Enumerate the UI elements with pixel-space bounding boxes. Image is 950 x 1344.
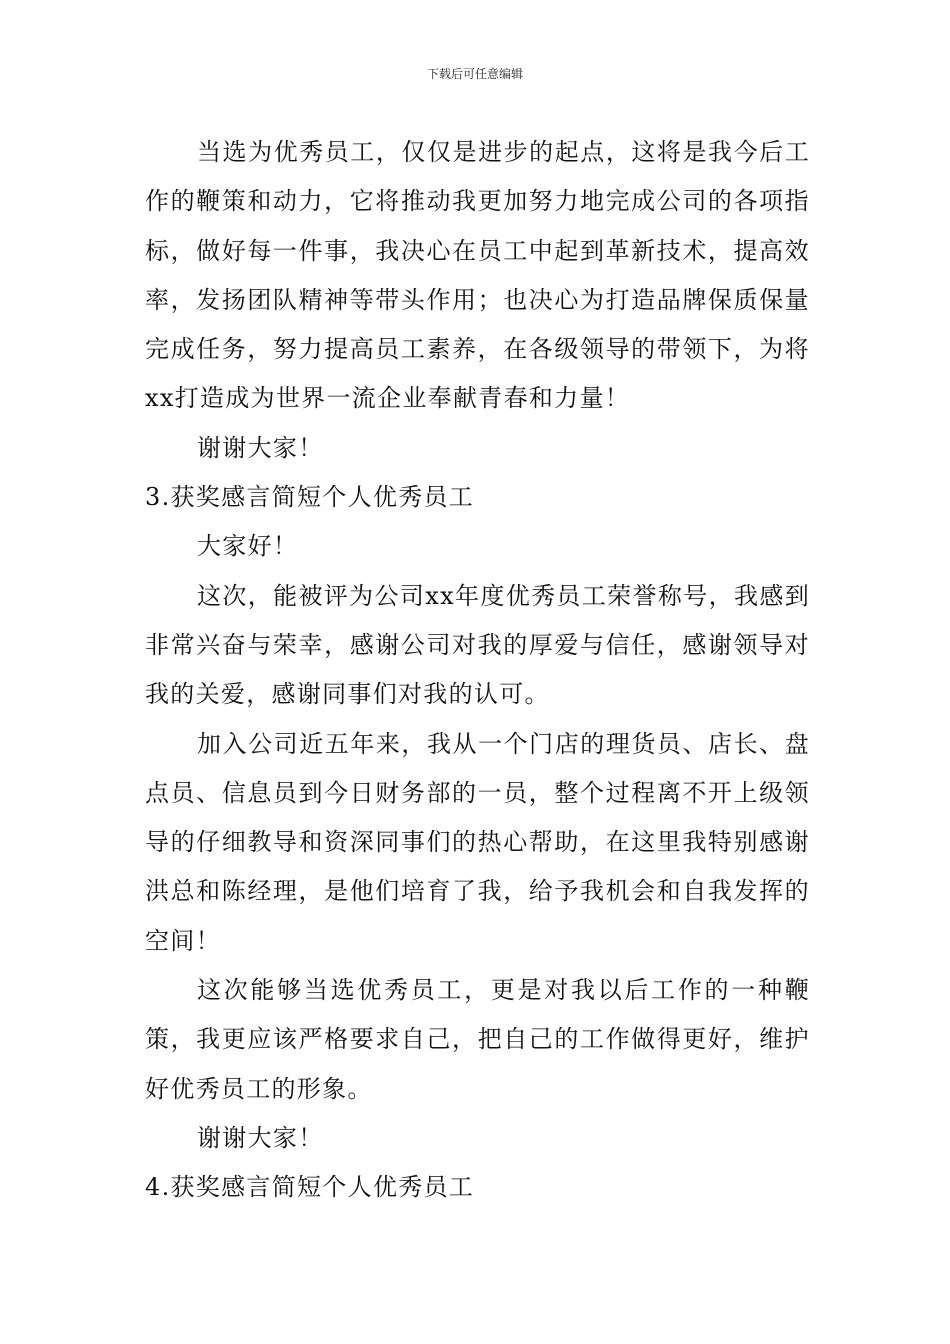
paragraph-award-commitment: 当选为优秀员工，仅仅是进步的起点，这将是我今后工作的鞭策和动力，它将推动我更加努力地完成公司的各项指标，做好每一件事，我决心在员工中起到革新技术，提高效率，发扬团队精神等带头作用；也决心为打造品牌保质保量完成任务，努力提高员工素养，在各级领导的带领下，为将xx打造成为世界一流企业奉献青春和力量！ [145,138,810,413]
section-heading-4: 4.获奖感言简短个人优秀员工 [145,1173,475,1202]
paragraph-honor: 这次，能被评为公司xx年度优秀员工荣誉称号，我感到非常兴奋与荣幸，感谢公司对我的厚爱与信任，感谢领导对我的关爱，感谢同事们对我的认可。 [145,581,810,709]
paragraph-motivation: 这次能够当选优秀员工，更是对我以后工作的一种鞭策，我更应该严格要求自己，把自己的工作做得更好，维护好优秀员工的形象。 [145,976,810,1103]
paragraph-greeting: 大家好！ [197,532,299,561]
document-body [145,128,810,1213]
paragraph-career: 加入公司近五年来，我从一个门店的理货员、店长、盘点员、信息员到今日财务部的一员，整个过程离不开上级领导的仔细教导和资深同事们的热心帮助，在这里我特别感谢洪总和陈经理，是他们培育了我，给予我机会和自我发挥的空间！ [145,729,810,955]
section-heading-3: 3.获奖感言简短个人优秀员工 [145,483,475,512]
page-header: 下载后可任意编辑 [426,67,523,81]
paragraph-thanks-2: 谢谢大家！ [197,1123,324,1152]
paragraph-thanks: 谢谢大家！ [197,433,324,462]
